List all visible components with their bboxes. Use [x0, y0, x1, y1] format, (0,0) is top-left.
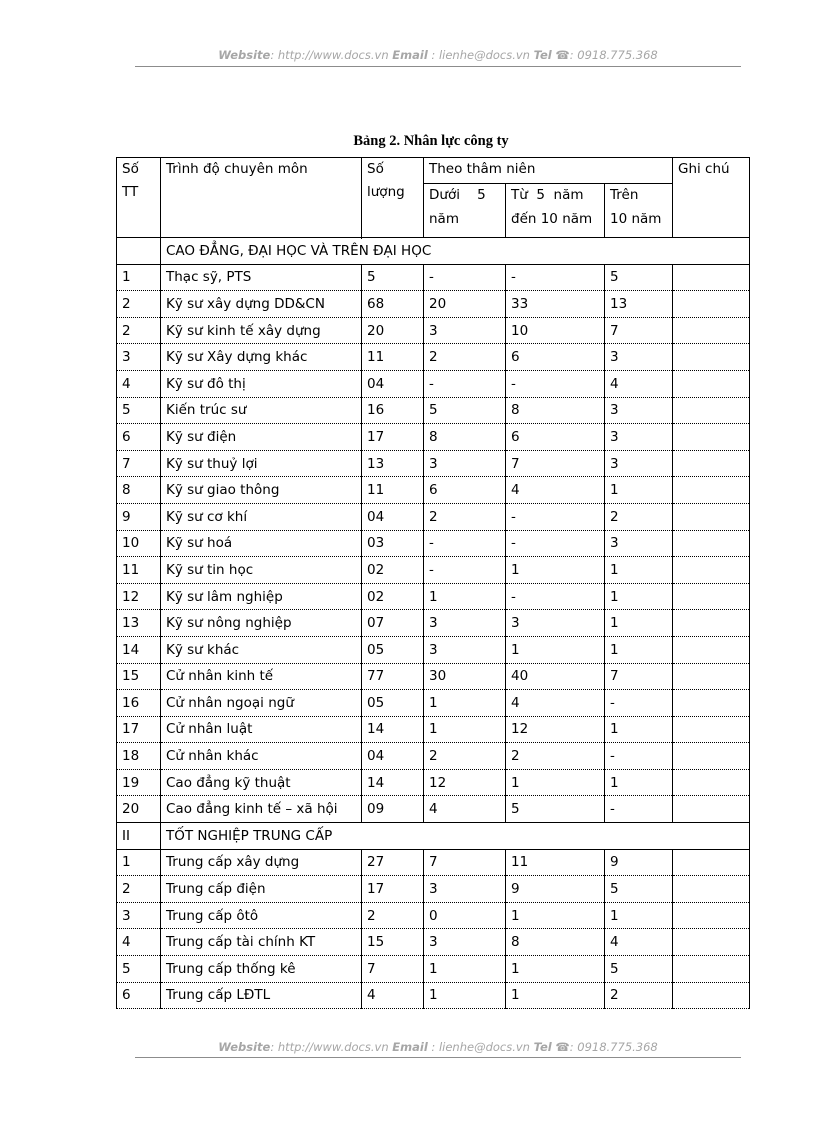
table-row — [117, 982, 750, 1009]
cell-ghi-chu — [673, 743, 750, 770]
cell-tu5: 6 — [506, 344, 605, 371]
cell-duoi5: 7 — [424, 849, 506, 876]
table-row — [117, 769, 750, 796]
cell-so-luong: 04 — [362, 370, 424, 397]
cell-stt: 4 — [117, 370, 161, 397]
cell-ghi-chu — [673, 477, 750, 504]
cell-so-luong: 14 — [362, 769, 424, 796]
cell-stt: 1 — [117, 849, 161, 876]
table-row — [117, 663, 750, 690]
cell-ghi-chu — [673, 663, 750, 690]
cell-stt: 12 — [117, 583, 161, 610]
cell-tren10: 2 — [605, 982, 673, 1009]
cell-stt: 7 — [117, 450, 161, 477]
cell-stt: 3 — [117, 902, 161, 929]
cell-so-luong: 16 — [362, 397, 424, 424]
cell-tu5: 9 — [506, 876, 605, 903]
cell-ghi-chu — [673, 956, 750, 983]
cell-ghi-chu — [673, 690, 750, 717]
cell-tu5: - — [506, 530, 605, 557]
table-row — [117, 583, 750, 610]
cell-stt: 17 — [117, 716, 161, 743]
header-stt-line1: Số — [122, 161, 139, 177]
cell-stt: 3 — [117, 344, 161, 371]
cell-trinh-do: Kỹ sư tin học — [161, 557, 362, 584]
cell-tu5: 1 — [506, 769, 605, 796]
section-row-1 — [117, 238, 750, 265]
section-row-1-title: CAO ĐẲNG, ĐẠI HỌC VÀ TRÊN ĐẠI HỌC — [161, 238, 750, 265]
cell-so-luong: 13 — [362, 450, 424, 477]
header-email-label: Email — [392, 48, 428, 62]
cell-tu5: 1 — [506, 956, 605, 983]
cell-tren10: 4 — [605, 370, 673, 397]
cell-ghi-chu — [673, 557, 750, 584]
cell-duoi5: 30 — [424, 663, 506, 690]
cell-stt: 9 — [117, 503, 161, 530]
cell-duoi5: 1 — [424, 583, 506, 610]
cell-so-luong: 02 — [362, 557, 424, 584]
cell-trinh-do: Kỹ sư nông nghiệp — [161, 610, 362, 637]
cell-tren10: 4 — [605, 929, 673, 956]
cell-tren10: - — [605, 690, 673, 717]
header-tu5-line2: đến 10 năm — [511, 211, 593, 227]
cell-tren10: 13 — [605, 291, 673, 318]
cell-trinh-do: Kỹ sư xây dựng DD&CN — [161, 291, 362, 318]
footer-tel-label: Tel — [533, 1040, 552, 1054]
footer-email: : lienhe@docs.vn — [431, 1040, 530, 1054]
cell-tu5: - — [506, 370, 605, 397]
cell-tu5: 12 — [506, 716, 605, 743]
header-duoi5-line1: Dưới 5 — [429, 187, 486, 203]
cell-trinh-do: Kỹ sư khác — [161, 636, 362, 663]
cell-tu5: 2 — [506, 743, 605, 770]
cell-stt: 8 — [117, 477, 161, 504]
cell-tu5: 11 — [506, 849, 605, 876]
cell-tu5: 1 — [506, 557, 605, 584]
section-row-2-no: II — [117, 823, 161, 850]
cell-tren10: 3 — [605, 397, 673, 424]
cell-tren10: 3 — [605, 344, 673, 371]
footer-website: : http://www.docs.vn — [270, 1040, 389, 1054]
cell-so-luong: 7 — [362, 956, 424, 983]
cell-trinh-do: Trung cấp điện — [161, 876, 362, 903]
cell-duoi5: 3 — [424, 636, 506, 663]
cell-ghi-chu — [673, 610, 750, 637]
staff-table — [116, 157, 750, 1009]
table-row — [117, 690, 750, 717]
table-row — [117, 264, 750, 291]
cell-ghi-chu — [673, 849, 750, 876]
cell-duoi5: - — [424, 370, 506, 397]
cell-ghi-chu — [673, 769, 750, 796]
cell-tu5: 7 — [506, 450, 605, 477]
cell-stt: 13 — [117, 610, 161, 637]
table-row — [117, 929, 750, 956]
cell-trinh-do: Kỹ sư thuỷ lợi — [161, 450, 362, 477]
cell-so-luong: 05 — [362, 690, 424, 717]
table-row — [117, 477, 750, 504]
header-tham-nien: Theo thâm niên — [424, 158, 673, 184]
header-tren10-line2: 10 năm — [610, 211, 662, 227]
header-trinh-do: Trình độ chuyên môn — [161, 158, 362, 238]
table-row — [117, 370, 750, 397]
cell-so-luong: 11 — [362, 477, 424, 504]
cell-so-luong: 04 — [362, 503, 424, 530]
cell-tu5: 1 — [506, 902, 605, 929]
table-row — [117, 424, 750, 451]
cell-tu5: 8 — [506, 929, 605, 956]
cell-tren10: 1 — [605, 716, 673, 743]
cell-stt: 2 — [117, 317, 161, 344]
cell-ghi-chu — [673, 716, 750, 743]
cell-stt: 16 — [117, 690, 161, 717]
cell-ghi-chu — [673, 450, 750, 477]
cell-tren10: 1 — [605, 583, 673, 610]
table-row — [117, 344, 750, 371]
cell-ghi-chu — [673, 291, 750, 318]
cell-tu5: 4 — [506, 477, 605, 504]
cell-trinh-do: Kỹ sư kinh tế xây dựng — [161, 317, 362, 344]
cell-trinh-do: Trung cấp tài chính KT — [161, 929, 362, 956]
cell-ghi-chu — [673, 424, 750, 451]
cell-so-luong: 14 — [362, 716, 424, 743]
cell-tu5: - — [506, 264, 605, 291]
cell-tu5: 6 — [506, 424, 605, 451]
header-stt — [117, 158, 161, 238]
cell-trinh-do: Kỹ sư điện — [161, 424, 362, 451]
footer-rule — [135, 1057, 741, 1058]
cell-tu5: 40 — [506, 663, 605, 690]
cell-ghi-chu — [673, 636, 750, 663]
table-row — [117, 610, 750, 637]
header-duoi5-line2: năm — [429, 211, 459, 227]
cell-tren10: - — [605, 743, 673, 770]
cell-tren10: 1 — [605, 477, 673, 504]
table-row — [117, 636, 750, 663]
cell-stt: 2 — [117, 291, 161, 318]
cell-so-luong: 4 — [362, 982, 424, 1009]
cell-stt: 19 — [117, 769, 161, 796]
cell-tu5: 1 — [506, 982, 605, 1009]
cell-stt: 18 — [117, 743, 161, 770]
cell-duoi5: 5 — [424, 397, 506, 424]
cell-so-luong: 20 — [362, 317, 424, 344]
cell-so-luong: 17 — [362, 876, 424, 903]
footer-tel: ☎: 0918.775.368 — [555, 1040, 658, 1054]
cell-duoi5: 3 — [424, 610, 506, 637]
cell-trinh-do: Kỹ sư Xây dựng khác — [161, 344, 362, 371]
cell-so-luong: 5 — [362, 264, 424, 291]
cell-duoi5: 6 — [424, 477, 506, 504]
section-row-2 — [117, 823, 750, 850]
table-row — [117, 956, 750, 983]
cell-tren10: 3 — [605, 530, 673, 557]
cell-tren10: 5 — [605, 876, 673, 903]
table-row — [117, 743, 750, 770]
cell-tren10: 1 — [605, 769, 673, 796]
cell-tren10: 1 — [605, 636, 673, 663]
table-row — [117, 557, 750, 584]
cell-duoi5: 3 — [424, 317, 506, 344]
header-rule — [135, 66, 741, 67]
header-ghi-chu: Ghi chú — [673, 158, 750, 238]
cell-stt: 14 — [117, 636, 161, 663]
table-row — [117, 716, 750, 743]
cell-ghi-chu — [673, 876, 750, 903]
cell-trinh-do: Cao đẳng kỹ thuật — [161, 769, 362, 796]
cell-so-luong: 04 — [362, 743, 424, 770]
footer-website-label: Website — [218, 1040, 271, 1054]
cell-tren10: 3 — [605, 450, 673, 477]
cell-stt: 5 — [117, 397, 161, 424]
cell-duoi5: 8 — [424, 424, 506, 451]
cell-so-luong: 15 — [362, 929, 424, 956]
cell-stt: 5 — [117, 956, 161, 983]
cell-ghi-chu — [673, 982, 750, 1009]
cell-ghi-chu — [673, 902, 750, 929]
cell-tren10: 7 — [605, 317, 673, 344]
cell-trinh-do: Trung cấp ôtô — [161, 902, 362, 929]
page-footer — [135, 1040, 741, 1054]
cell-trinh-do: Thạc sỹ, PTS — [161, 264, 362, 291]
cell-ghi-chu — [673, 397, 750, 424]
cell-so-luong: 2 — [362, 902, 424, 929]
table-row — [117, 796, 750, 823]
cell-duoi5: 4 — [424, 796, 506, 823]
cell-tren10: 1 — [605, 610, 673, 637]
header-tu5 — [506, 184, 605, 238]
cell-ghi-chu — [673, 503, 750, 530]
cell-tren10: 3 — [605, 424, 673, 451]
cell-trinh-do: Cử nhân kinh tế — [161, 663, 362, 690]
cell-tren10: 5 — [605, 264, 673, 291]
cell-duoi5: - — [424, 264, 506, 291]
table-row — [117, 397, 750, 424]
cell-tu5: - — [506, 583, 605, 610]
cell-stt: 1 — [117, 264, 161, 291]
cell-tren10: - — [605, 796, 673, 823]
table-row — [117, 849, 750, 876]
cell-trinh-do: Trung cấp xây dựng — [161, 849, 362, 876]
cell-trinh-do: Kỹ sư giao thông — [161, 477, 362, 504]
header-so-luong — [362, 158, 424, 238]
cell-stt: 2 — [117, 876, 161, 903]
table-row — [117, 317, 750, 344]
table-row — [117, 902, 750, 929]
cell-tu5: 1 — [506, 636, 605, 663]
header-tren10 — [605, 184, 673, 238]
cell-duoi5: 3 — [424, 450, 506, 477]
cell-so-luong: 77 — [362, 663, 424, 690]
cell-so-luong: 02 — [362, 583, 424, 610]
cell-so-luong: 11 — [362, 344, 424, 371]
cell-so-luong: 68 — [362, 291, 424, 318]
cell-tren10: 1 — [605, 902, 673, 929]
table-row — [117, 291, 750, 318]
cell-stt: 4 — [117, 929, 161, 956]
cell-trinh-do: Cử nhân luật — [161, 716, 362, 743]
cell-ghi-chu — [673, 929, 750, 956]
cell-ghi-chu — [673, 264, 750, 291]
cell-duoi5: 1 — [424, 956, 506, 983]
cell-duoi5: 1 — [424, 690, 506, 717]
cell-trinh-do: Kỹ sư đô thị — [161, 370, 362, 397]
cell-stt: 6 — [117, 424, 161, 451]
cell-so-luong: 09 — [362, 796, 424, 823]
cell-trinh-do: Kỹ sư cơ khí — [161, 503, 362, 530]
table-title: Bảng 2. Nhân lực công ty — [353, 133, 509, 149]
cell-duoi5: 1 — [424, 982, 506, 1009]
table-row — [117, 530, 750, 557]
section-row-2-title: TỐT NGHIỆP TRUNG CẤP — [161, 823, 750, 850]
cell-stt: 11 — [117, 557, 161, 584]
page-header — [135, 48, 741, 62]
cell-so-luong: 03 — [362, 530, 424, 557]
header-duoi5 — [424, 184, 506, 238]
cell-trinh-do: Kỹ sư lâm nghiệp — [161, 583, 362, 610]
cell-ghi-chu — [673, 344, 750, 371]
header-tel-label: Tel — [533, 48, 552, 62]
cell-tu5: - — [506, 503, 605, 530]
cell-tren10: 9 — [605, 849, 673, 876]
cell-tu5: 5 — [506, 796, 605, 823]
cell-trinh-do: Kỹ sư hoá — [161, 530, 362, 557]
header-website-label: Website — [218, 48, 271, 62]
table-row — [117, 503, 750, 530]
cell-tu5: 3 — [506, 610, 605, 637]
cell-trinh-do: Cử nhân khác — [161, 743, 362, 770]
header-email: : lienhe@docs.vn — [431, 48, 530, 62]
cell-duoi5: 1 — [424, 716, 506, 743]
cell-ghi-chu — [673, 583, 750, 610]
cell-stt: 15 — [117, 663, 161, 690]
cell-tren10: 2 — [605, 503, 673, 530]
header-tel: ☎: 0918.775.368 — [555, 48, 658, 62]
cell-stt: 10 — [117, 530, 161, 557]
cell-tren10: 7 — [605, 663, 673, 690]
table-row — [117, 876, 750, 903]
cell-duoi5: 3 — [424, 929, 506, 956]
cell-ghi-chu — [673, 530, 750, 557]
cell-trinh-do: Trung cấp LĐTL — [161, 982, 362, 1009]
cell-tu5: 33 — [506, 291, 605, 318]
header-so-luong-line2: lượng — [367, 184, 405, 200]
cell-duoi5: 12 — [424, 769, 506, 796]
header-stt-line2: TT — [122, 184, 139, 200]
cell-so-luong: 07 — [362, 610, 424, 637]
cell-ghi-chu — [673, 317, 750, 344]
cell-trinh-do: Kiến trúc sư — [161, 397, 362, 424]
cell-trinh-do: Cử nhân ngoại ngữ — [161, 690, 362, 717]
table-row — [117, 450, 750, 477]
cell-so-luong: 27 — [362, 849, 424, 876]
cell-duoi5: 3 — [424, 876, 506, 903]
cell-trinh-do: Trung cấp thống kê — [161, 956, 362, 983]
cell-ghi-chu — [673, 796, 750, 823]
cell-duoi5: 2 — [424, 503, 506, 530]
cell-so-luong: 17 — [362, 424, 424, 451]
cell-duoi5: 0 — [424, 902, 506, 929]
cell-tu5: 10 — [506, 317, 605, 344]
cell-tren10: 1 — [605, 557, 673, 584]
cell-trinh-do: Cao đẳng kinh tế – xã hội — [161, 796, 362, 823]
header-website: : http://www.docs.vn — [270, 48, 389, 62]
cell-duoi5: - — [424, 530, 506, 557]
cell-stt: 20 — [117, 796, 161, 823]
cell-tu5: 8 — [506, 397, 605, 424]
cell-so-luong: 05 — [362, 636, 424, 663]
cell-stt: 6 — [117, 982, 161, 1009]
section-row-1-no — [117, 238, 161, 265]
cell-ghi-chu — [673, 370, 750, 397]
cell-tu5: 4 — [506, 690, 605, 717]
cell-duoi5: 20 — [424, 291, 506, 318]
cell-tren10: 5 — [605, 956, 673, 983]
header-so-luong-line1: Số — [367, 161, 384, 177]
cell-duoi5: 2 — [424, 344, 506, 371]
cell-duoi5: - — [424, 557, 506, 584]
header-tu5-line1: Từ 5 năm — [511, 187, 584, 203]
cell-duoi5: 2 — [424, 743, 506, 770]
header-tren10-line1: Trên — [610, 187, 639, 203]
footer-email-label: Email — [392, 1040, 428, 1054]
